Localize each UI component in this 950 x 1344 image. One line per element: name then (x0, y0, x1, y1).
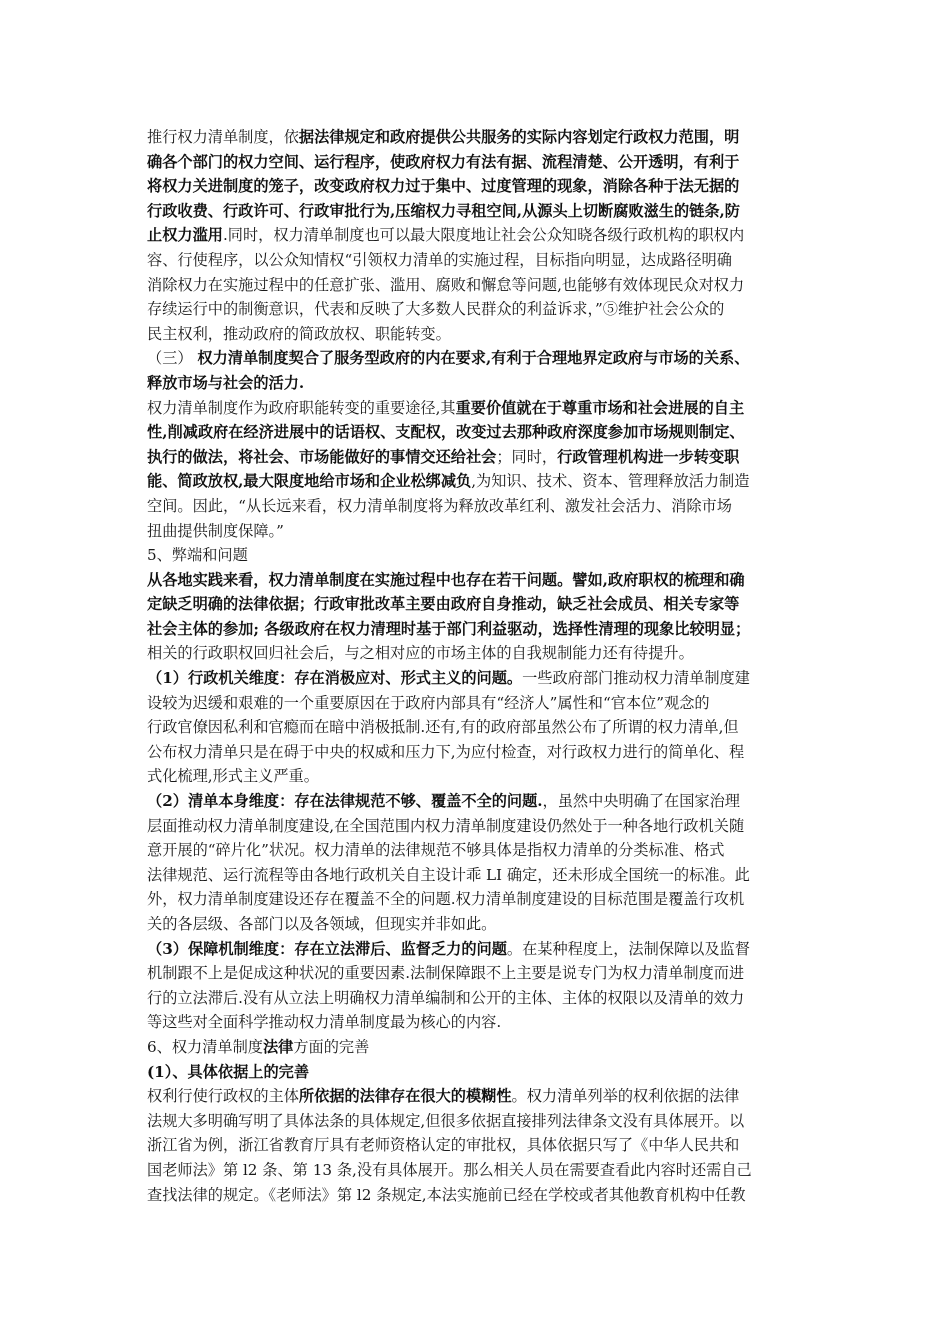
text-run: 查找法律的规定。《老师法》第 l2 条规定,本法实施前已经在学校或者其他教育机构中任教 (147, 1185, 746, 1204)
text-run: .同时，权力清单制度也可以最大限度地让社会公众知晓各级行政机构的职权内 (222, 226, 745, 245)
bold-text-run: （3）保障机制维度：存在立法滞后、监督乏力的问题 (147, 939, 507, 958)
text-run: 相关的行政职权回归社会后，与之相对应的市场主体的自我规制能力还有待提升。 (147, 644, 694, 663)
text-line (147, 519, 807, 544)
text-line (147, 273, 807, 298)
text-line (147, 543, 807, 568)
text-run: 设较为迟缓和艰难的一个重要原因在于政府内部具有“经济人”属性和“官本位”观念的 (147, 693, 710, 712)
paragraph-p7 (147, 789, 807, 937)
text-run: （三） (147, 349, 198, 368)
text-line (147, 887, 807, 912)
text-line (147, 1060, 807, 1085)
bold-text-run: 将权力关进制度的笼子，改变政府权力过于集中、过度管理的现象，消除各种于法无据的 (147, 177, 740, 196)
bold-text-run: 释放市场与社会的活力. (147, 373, 305, 392)
text-run: ，虽然中央明确了在国家治理 (542, 792, 740, 811)
text-run: 容、行使程序，以公众知情权“引领权力清单的实施过程，目标指向明显，达成路径明确 (147, 250, 732, 269)
text-run: 法规大多明确写明了具体法条的具体规定,但很多依据直接排列法律条文没有具体展开。以 (147, 1111, 745, 1130)
text-run: 机制跟不上是促成这种状况的重要因素.法制保障跟不上主要是说专门为权力清单制度而进 (147, 964, 745, 983)
text-line (147, 568, 807, 593)
text-run: 。权力清单列举的权利依据的法律 (511, 1087, 740, 1106)
text-line (147, 346, 807, 371)
text-line (147, 371, 807, 396)
text-line (147, 1010, 807, 1035)
paragraph-p8 (147, 937, 807, 1035)
text-line (147, 1183, 807, 1208)
text-line (147, 125, 807, 150)
text-line (147, 420, 807, 445)
text-run: 公布权力清单只是在碍于中央的权威和压力下,为应付检查，对行政权力进行的简单化、程 (147, 742, 745, 761)
bold-text-run: （1）行政机关维度：存在消极应对、形式主义的问题。 (147, 669, 523, 688)
paragraph-p11 (147, 1084, 807, 1207)
text-run: 意开展的“碎片化”状况。权力清单的法律规范不够具体是指权力清单的分类标准、格式 (147, 841, 725, 860)
text-run: 空间。因此，“从长远来看，权力清单制度将为释放改革红利、激发社会活力、消除市场 (147, 496, 732, 515)
text-line (147, 297, 807, 322)
text-line (147, 617, 807, 642)
paragraph-p10 (147, 1060, 807, 1085)
text-line (147, 1133, 807, 1158)
text-line (147, 1035, 807, 1060)
text-run: 法律规范、运行流程等由各地行政机关自主设计乖 LI 确定，还未形成全国统一的标准。此 (147, 865, 750, 884)
text-line (147, 691, 807, 716)
paragraph-p9 (147, 1035, 807, 1060)
text-line (147, 150, 807, 175)
text-line (147, 740, 807, 765)
text-line (147, 764, 807, 789)
bold-text-run: 性,削减政府在经济进展中的话语权、支配权，改变过去那种政府深度参加市场规则制定、 (147, 423, 745, 442)
text-line (147, 912, 807, 937)
document-page (147, 125, 807, 1207)
bold-text-run: 权力清单制度契合了服务型政府的内在要求,有利于合理地界定政府与市场的关系、 (197, 349, 750, 368)
text-line (147, 937, 807, 962)
text-run: 民主权利，推动政府的简政放权、职能转变。 (147, 324, 451, 343)
paragraph-p3 (147, 396, 807, 544)
text-run: 方面的完善 (293, 1037, 370, 1056)
bold-text-run: (1）、具体依据上的完善 (147, 1062, 310, 1081)
text-line (147, 789, 807, 814)
text-run: 行政官僚因私利和官瘾而在暗中消极抵制.还有,有的政府部虽然公布了所谓的权力清单,但 (147, 718, 739, 737)
text-line (147, 863, 807, 888)
bold-text-run: 从各地实践来看，权力清单制度在实施过程中也存在若干问题。譬如,政府职权的梳理和确 (147, 570, 745, 589)
bold-text-run: 确各个部门的权力空间、运行程序，使政府权力有法有据、流程清楚、公开透明，有利于 (147, 152, 740, 171)
text-line (147, 715, 807, 740)
text-line (147, 322, 807, 347)
text-line (147, 223, 807, 248)
text-run: 行的立法滞后.没有从立法上明确权力清单编制和公开的主体、主体的权限以及清单的效力 (147, 988, 745, 1007)
paragraph-p1 (147, 125, 807, 346)
text-run: 存续运行中的制衡意识，代表和反映了大多数人民群众的利益诉求，”⑤维护社会公众的 (147, 300, 725, 319)
text-line (147, 961, 807, 986)
text-run: 推行权力清单制度，依 (147, 128, 299, 146)
text-line (147, 592, 807, 617)
text-line (147, 1158, 807, 1183)
text-run: 一些政府部门推动权力清单制度建 (522, 669, 750, 688)
text-line (147, 641, 807, 666)
paragraph-p2 (147, 346, 807, 395)
text-run: 式化梳理,形式主义严重。 (147, 767, 319, 786)
text-line (147, 494, 807, 519)
bold-text-run: 定缺乏明确的法律依据；行政审批改革主要由政府自身推动，缺乏社会成员、相关专家等 (147, 595, 740, 614)
paragraph-p6 (147, 666, 807, 789)
bold-text-run: 能、简政放权,最大限度地给市场和企业松绑减负 (147, 472, 472, 491)
text-run: 扭曲提供制度保障。” (147, 521, 284, 540)
text-line (147, 396, 807, 421)
text-run: 消除权力在实施过程中的任意扩张、滥用、腐败和懈怠等问题,也能够有效体现民众对权力 (147, 275, 745, 294)
text-line (147, 174, 807, 199)
text-run: 。在某种程度上，法制保障以及监督 (506, 939, 750, 958)
bold-text-run: 行政收费、行政许可、行政审批行为,压缩权力寻租空间,从源头上切断腐败滋生的链条,防 (147, 201, 740, 220)
text-run: ,为知识、技术、资本、管理释放活力制造 (471, 472, 750, 491)
text-line (147, 838, 807, 863)
text-run: 浙江省为例，浙江省教育厅具有老师资格认定的审批权，具体依据只写了《中华人民共和 (147, 1136, 740, 1155)
text-line (147, 469, 807, 494)
paragraph-p4 (147, 543, 807, 568)
text-run: ；同时， (496, 447, 558, 466)
text-run: 关的各层级、各部门以及各领域，但现实并非如此。 (147, 915, 497, 933)
text-run: 6、权力清单制度 (147, 1037, 263, 1056)
text-line (147, 1084, 807, 1109)
text-run: 5、弊端和问题 (147, 546, 248, 565)
paragraph-p5 (147, 568, 807, 666)
bold-text-run: 执行的做法，将社会、市场能做好的事情交还给社会 (147, 447, 497, 466)
bold-text-run: 重要价值就在于尊重市场和社会进展的自主 (455, 398, 745, 417)
text-run: 国老师法》第 l2 条、第 13 条,没有具体展开。那么相关人员在需要查看此内容时还需自己 (147, 1160, 752, 1179)
text-line (147, 814, 807, 839)
bold-text-run: 所依据的法律存在很大的模糊性 (298, 1087, 512, 1106)
text-line (147, 199, 807, 224)
bold-text-run: 止权力滥用 (147, 226, 223, 245)
text-line (147, 986, 807, 1011)
text-line (147, 666, 807, 691)
text-line (147, 1109, 807, 1134)
bold-text-run: 社会主体的参加; 各级政府在权力清理时基于部门利益驱动，选择性清理的现象比较明显； (147, 619, 751, 638)
bold-text-run: 行政管理机构进一步转变职 (557, 447, 740, 466)
text-run: 等这些对全面科学推动权力清单制度最为核心的内容. (147, 1013, 502, 1032)
bold-text-run: 据法律规定和政府提供公共服务的实际内容划定行政权力范围，明 (298, 128, 740, 146)
bold-text-run: （2）清单本身维度：存在法律规范不够、覆盖不全的问题. (147, 792, 543, 811)
text-run: 层面推动权力清单制度建设,在全国范围内权力清单制度建设仍然处于一种各地行政机关随 (147, 816, 745, 835)
text-line (147, 445, 807, 470)
text-line (147, 248, 807, 273)
bold-text-run: 法律 (262, 1037, 294, 1056)
text-run: 外，权力清单制度建设还存在覆盖不全的问题.权力清单制度建设的目标范围是覆盖行攻机 (147, 890, 745, 909)
text-run: 权利行使行政权的主体 (147, 1087, 299, 1106)
text-run: 权力清单制度作为政府职能转变的重要途径,其 (147, 398, 456, 417)
